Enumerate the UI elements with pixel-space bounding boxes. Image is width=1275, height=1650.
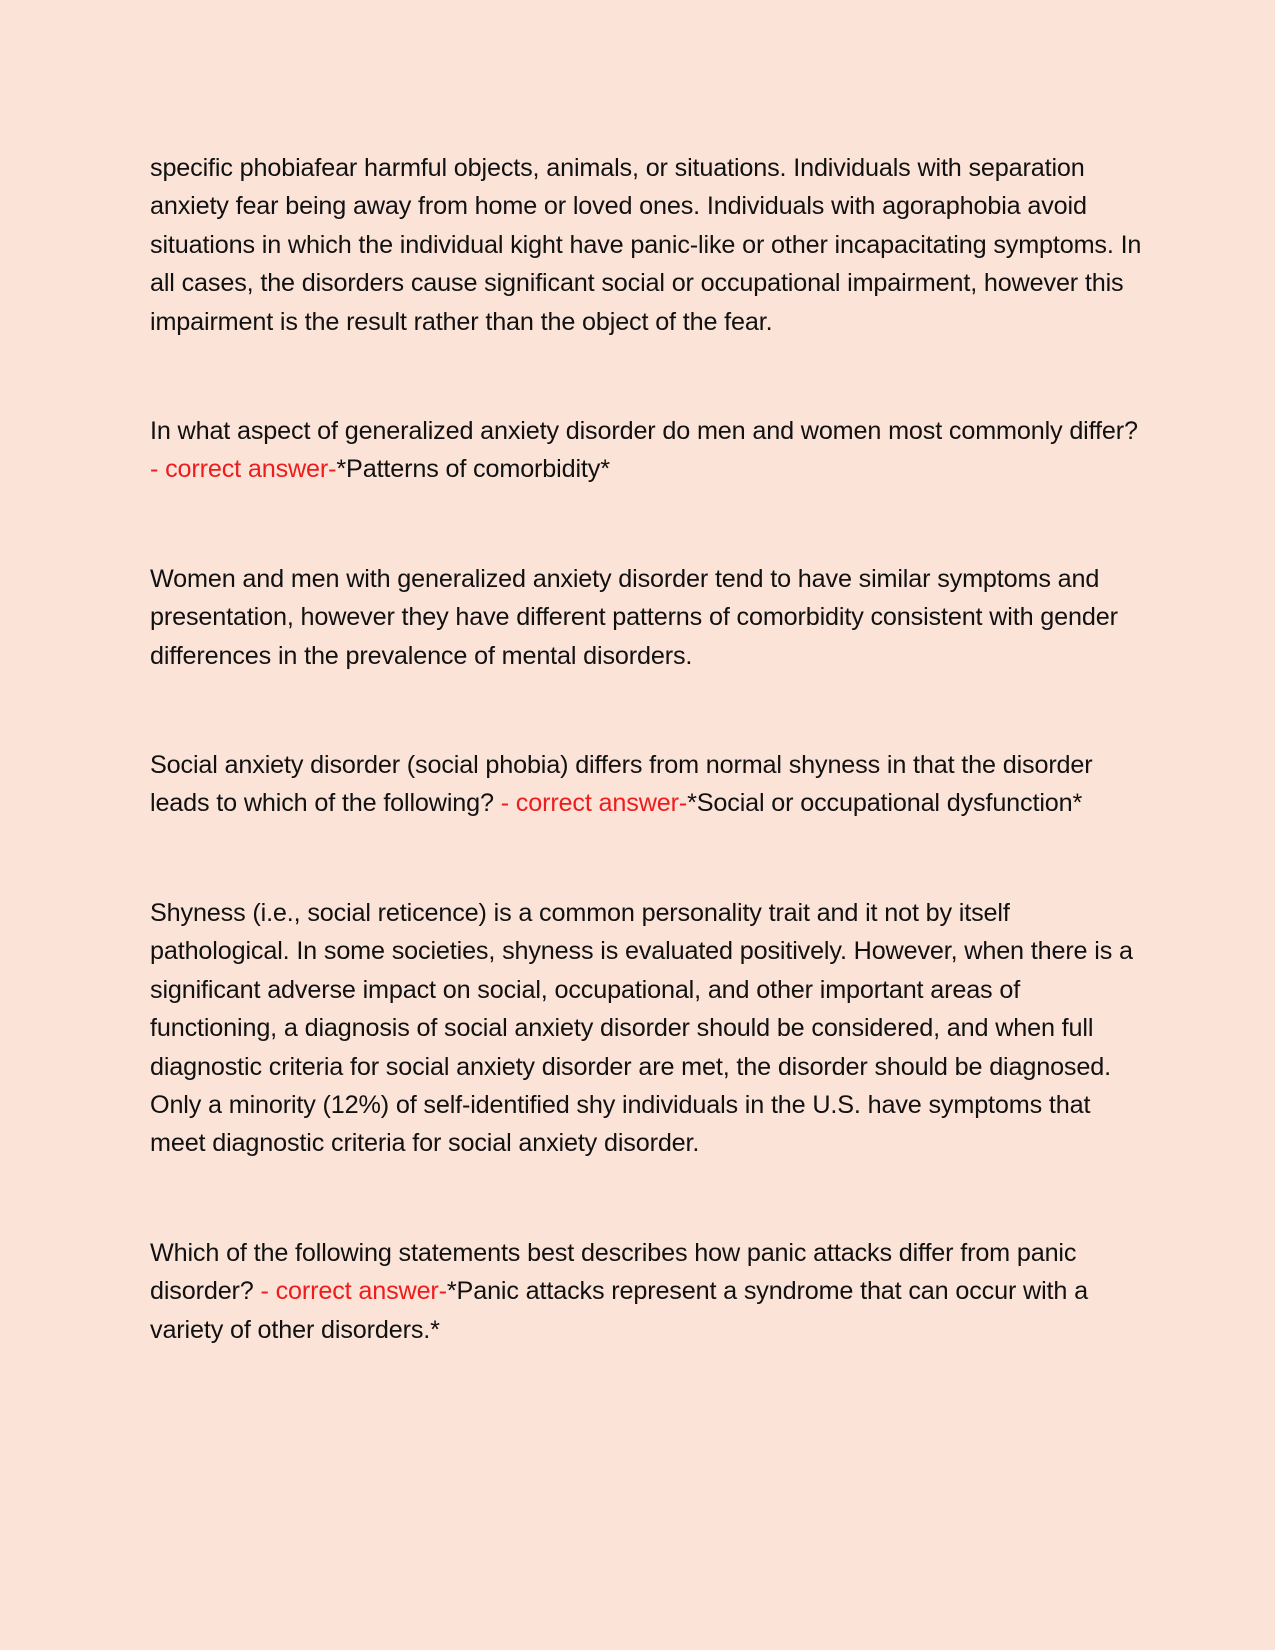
question-text: In what aspect of generalized anxiety disorder do men and women most commonly differ?: [150, 417, 1138, 446]
question-paragraph: [150, 746, 1145, 823]
explanation-text: Women and men with generalized anxiety disorder tend to have similar symptoms and presentation, however they have different patterns of comorbidity consistent with gender differences in the prevalence of mental disorders.: [150, 564, 1118, 670]
correct-answer-marker: - correct answer-: [150, 455, 337, 484]
question-text: Which of the following statements best describes how panic attacks differ from panic disorder?: [150, 1238, 1077, 1306]
question-paragraph: [150, 412, 1145, 489]
question-text: Social anxiety disorder (social phobia) differs from normal shyness in that the disorder leads to which of the following?: [150, 751, 1093, 818]
explanation-paragraph: [150, 560, 1145, 675]
question-paragraph: [150, 1234, 1145, 1349]
answer-text: *Social or occupational dysfunction*: [687, 789, 1083, 818]
answer-text: *Panic attacks represent a syndrome that can occur with a variety of other disorders.*: [150, 1277, 1088, 1344]
correct-answer-marker: - correct answer-: [253, 1277, 447, 1306]
answer-text: *Patterns of comorbidity*: [336, 455, 610, 484]
explanation-text: specific phobiafear harmful objects, animals, or situations. Individuals with separation anxiety fear being away from home or loved ones. Individuals with agoraphobia avoid situations in which the individual kight have panic-like or other incapacitating symptoms. In all cases, the disorders cause significant social or occupational impairment, however this impairment is the result rather than the object of the fear.: [150, 154, 1142, 336]
explanation-paragraph: [150, 149, 1145, 341]
explanation-paragraph: [150, 894, 1145, 1163]
explanation-text: Shyness (i.e., social reticence) is a common personality trait and it not by itself pathological. In some societies, shyness is evaluated positively. However, when there is a significant adverse impact on social, occupational, and other important areas of functioning, a diagnosis of social anxiety disorder should be considered, and when full diagnostic criteria for social anxiety disorder are met, the disorder should be diagnosed. Only a minority (12%) of self-identified shy individuals in the U.S. have symptoms that meet diagnostic criteria for social anxiety disorder.: [150, 898, 1133, 1158]
correct-answer-marker: - correct answer-: [493, 789, 688, 818]
